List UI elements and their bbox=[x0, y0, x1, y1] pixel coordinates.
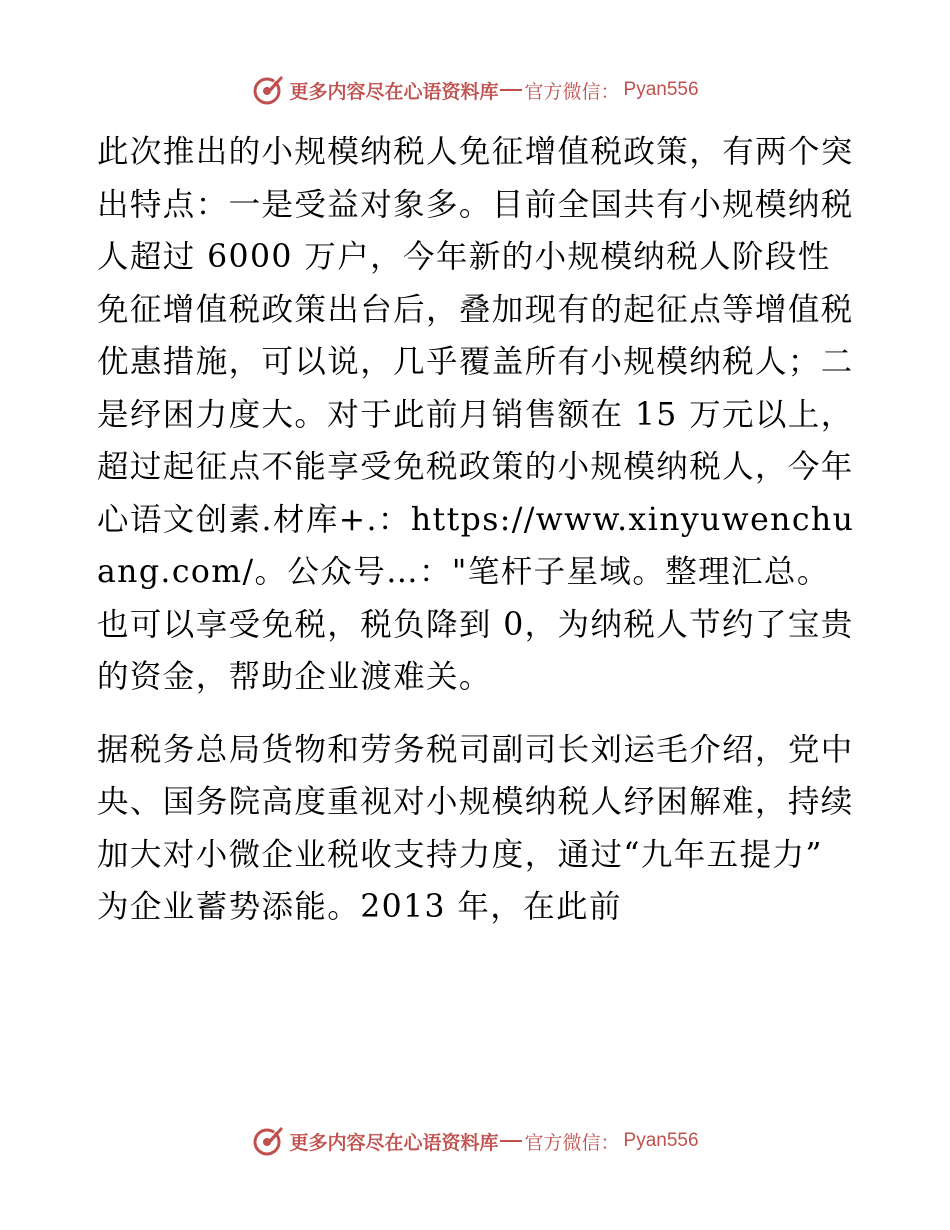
banner-main-text: 更多内容尽在心语资料库 bbox=[289, 80, 499, 103]
quill-logo-icon bbox=[251, 73, 285, 107]
quill-logo-icon bbox=[251, 1124, 285, 1158]
body-text bbox=[97, 126, 857, 934]
banner-official-label: 官方微信 bbox=[524, 80, 601, 103]
paragraph: 此次推出的小规模纳税人免征增值税政策，有两个突出特点：一是受益对象多。目前全国共有小规模纳税人超过 6000 万户，今年新的小规模纳税人阶段性免征增值税政策出台后，叠加现有的起征点等增值税优惠措施，可以说，几乎覆盖所有小规模纳税人；二是纾困力度大。对于此前月销售额在 15 万元以上，超过起征点不能享受免税政策的小规模纳税人，今年心语文创素.材库+.：https://www.xinyuwenchuang.com/。公众号…："笔杆子星域。整理汇总。也可以享受免税，税负降到 0，为纳税人节约了宝贵的资金，帮助企业渡难关。 bbox=[97, 134, 855, 695]
header-watermark-banner bbox=[0, 70, 950, 110]
banner-dash bbox=[500, 1140, 522, 1142]
banner-official-label: 官方微信 bbox=[524, 1131, 601, 1154]
banner-wechat-id: Pyan556 bbox=[623, 1130, 699, 1151]
banner-dash bbox=[500, 89, 522, 91]
banner-main-text: 更多内容尽在心语资料库 bbox=[289, 1131, 499, 1154]
banner-colon: ： bbox=[600, 1131, 620, 1154]
banner-colon: ： bbox=[600, 80, 620, 103]
paragraph: 据税务总局货物和劳务税司副司长刘运毛介绍，党中央、国务院高度重视对小规模纳税人纾困解难，持续加大对小微企业税收支持力度，通过“九年五提力” 为企业蓄势添能。2013 年，在此前 bbox=[97, 731, 854, 925]
footer-watermark-banner bbox=[0, 1121, 950, 1161]
banner-wechat-id: Pyan556 bbox=[623, 79, 699, 100]
